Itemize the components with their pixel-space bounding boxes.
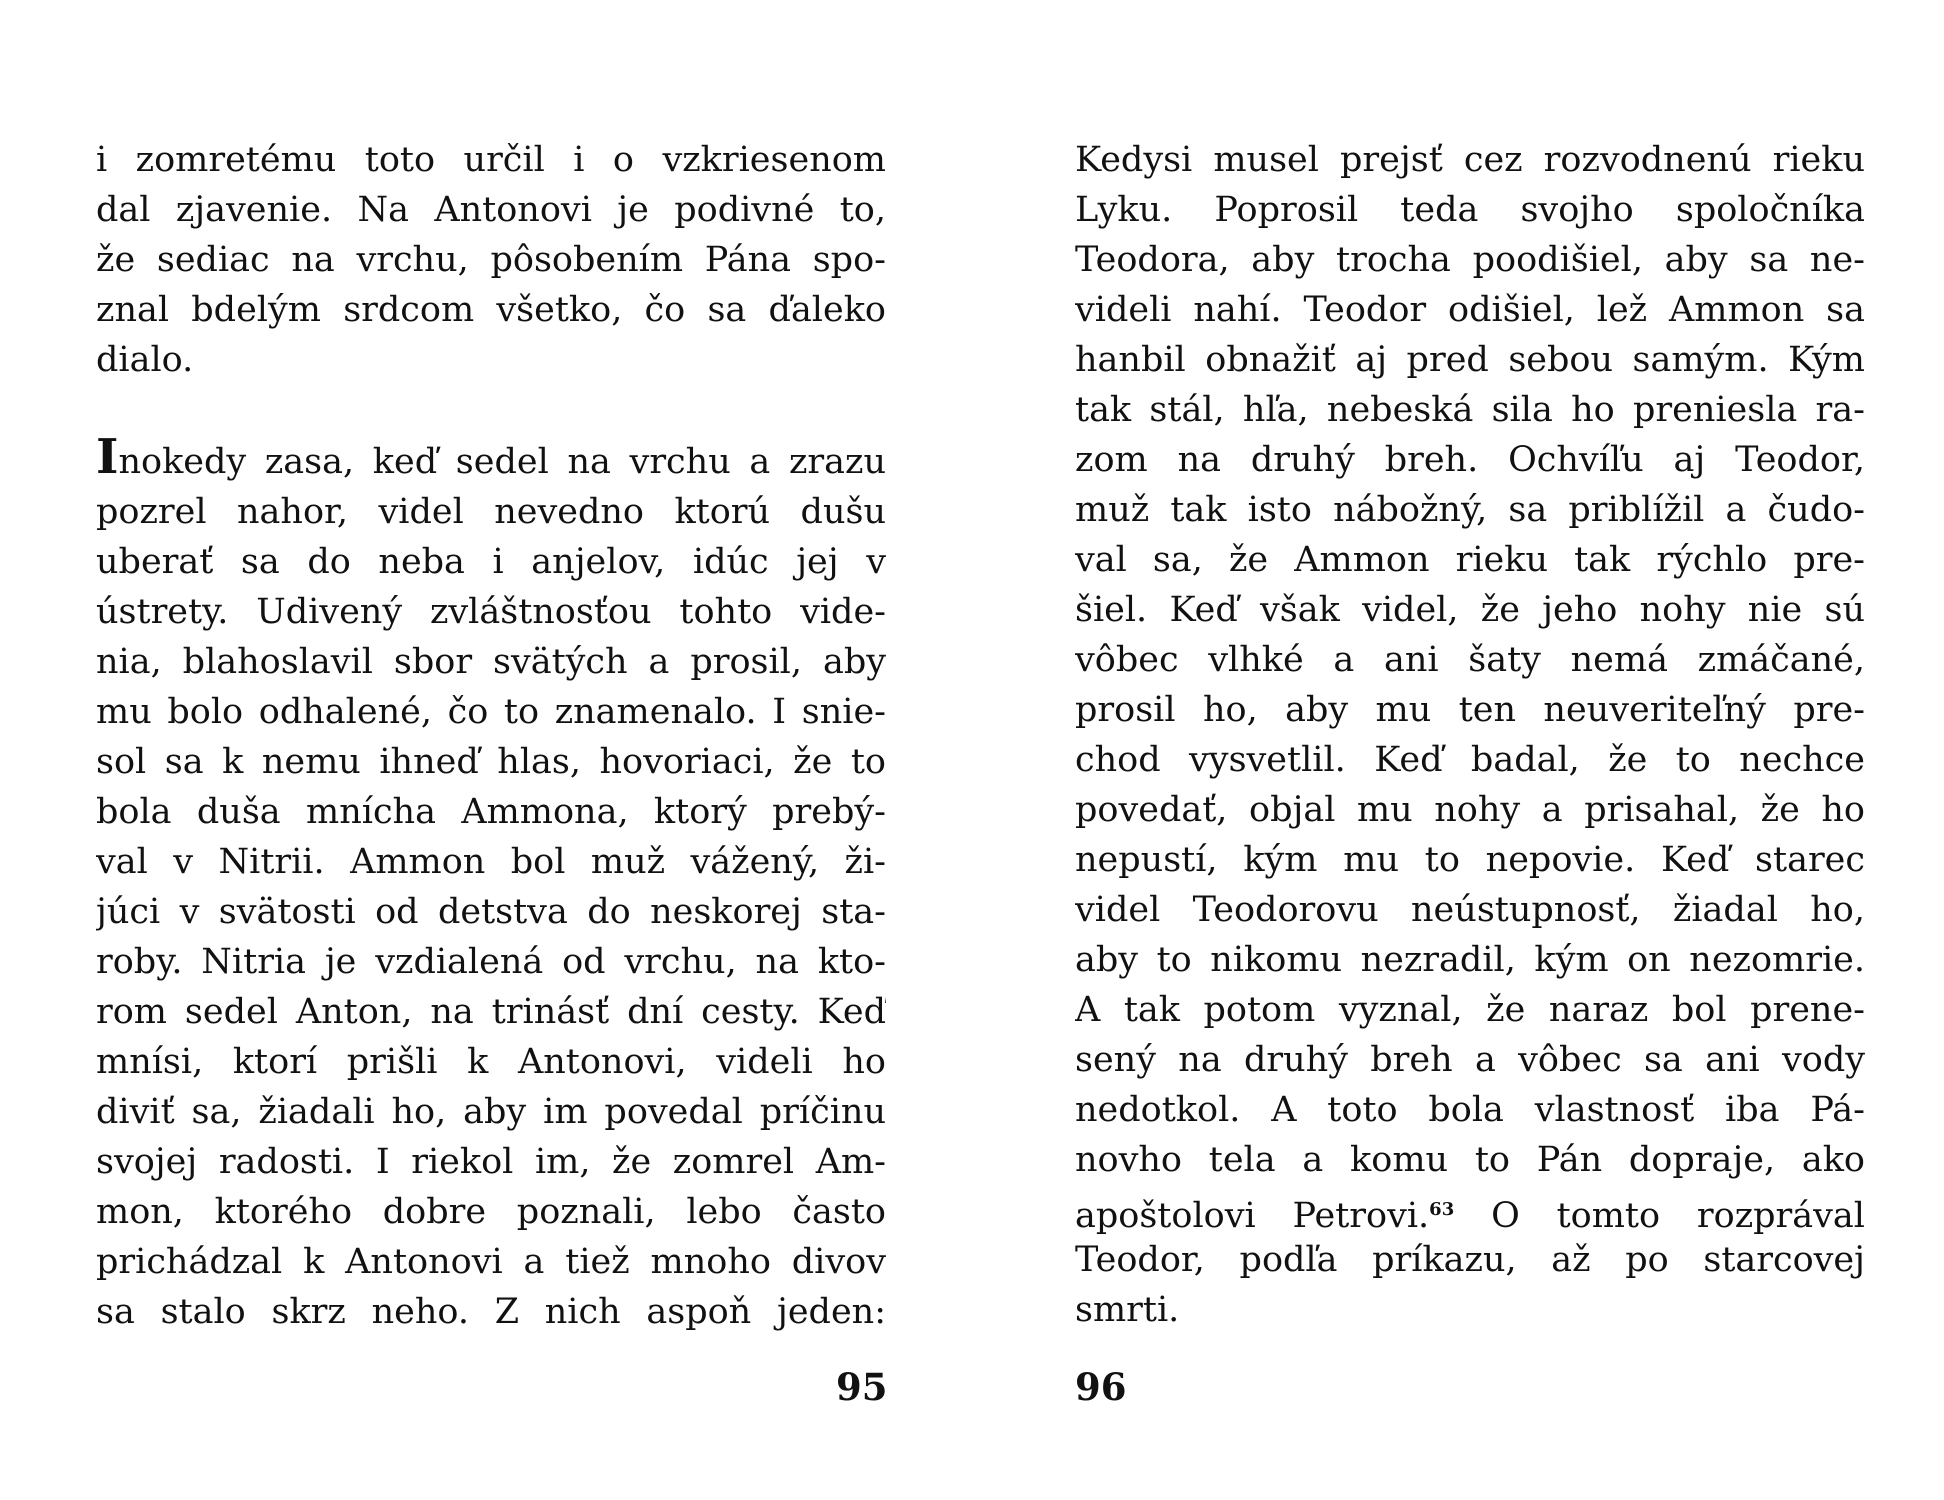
page-number-right: 96 (1075, 1365, 1127, 1409)
first-line-text: nokedy zasa, keď sedel na vrchu a zrazu (118, 442, 886, 482)
paragraph-2 (96, 437, 886, 1337)
paragraph-1 (96, 135, 886, 385)
text-line: Lyku. Poprosil teda svojho spoločníka (1075, 190, 1865, 230)
text-line: i zomretému toto určil i o vzkriesenom (96, 140, 886, 180)
text-line: znal bdelým srdcom všetko, čo sa ďaleko (96, 290, 886, 330)
text-line: zom na druhý breh. Ochvíľu aj Teodor, (1075, 440, 1865, 480)
text-line: sol sa k nemu ihneď hlas, hovoriaci, že to (96, 742, 886, 782)
text-line: mu bolo odhalené, čo to znamenalo. I snie- (96, 692, 886, 732)
text-line: rom sedel Anton, na trinásť dní cesty. Keď (96, 992, 886, 1032)
text-line: nepustí, kým mu to nepovie. Keď starec (1075, 840, 1865, 880)
text-line: pozrel nahor, videl nevedno ktorú dušu (96, 492, 886, 532)
text-line-first (96, 437, 886, 487)
text-line: sa stalo skrz neho. Z nich aspoň jeden: (96, 1292, 886, 1332)
text-line: povedať, objal mu nohy a prisahal, že ho (1075, 790, 1865, 830)
text-line: mon, ktorého dobre poznali, lebo často (96, 1192, 886, 1232)
text-line: bola duša mnícha Ammona, ktorý prebý- (96, 792, 886, 832)
text-line: sený na druhý breh a vôbec sa ani vody (1075, 1040, 1865, 1080)
text-line: ústrety. Udivený zvláštnosťou tohto vide- (96, 592, 886, 632)
text-line: roby. Nitria je vzdialená od vrchu, na kto- (96, 942, 886, 982)
line-text-before-footnote: apoštolovi Petrovi. (1075, 1196, 1430, 1235)
text-line: chod vysvetlil. Keď badal, že to nechce (1075, 740, 1865, 780)
text-line: mnísi, ktorí prišli k Antonovi, videli ho (96, 1042, 886, 1082)
text-line-footnote (1075, 1185, 1865, 1235)
text-line: svojej radosti. I riekol im, že zomrel Am- (96, 1142, 886, 1182)
footnote-reference[interactable]: 63 (1429, 1199, 1455, 1220)
text-line: diviť sa, žiadali ho, aby im povedal príčinu (96, 1092, 886, 1132)
text-line: že sediac na vrchu, pôsobením Pána spo- (96, 240, 886, 280)
text-line: vôbec vlhké a ani šaty nemá zmáčané, (1075, 640, 1865, 680)
text-line: Teodora, aby trocha poodišiel, aby sa ne- (1075, 240, 1865, 280)
text-line: júci v svätosti od detstva do neskorej sta- (96, 892, 886, 932)
text-line: Kedysi musel prejsť cez rozvodnenú rieku (1075, 140, 1865, 180)
text-line: prosil ho, aby mu ten neuveriteľný pre- (1075, 690, 1865, 730)
text-line: šiel. Keď však videl, že jeho nohy nie sú (1075, 590, 1865, 630)
text-line: nia, blahoslavil sbor svätých a prosil, aby (96, 642, 886, 682)
page-number-left: 95 (836, 1365, 888, 1409)
paragraph-gap (96, 385, 886, 437)
drop-cap: I (96, 437, 119, 485)
text-line: videli nahí. Teodor odišiel, lež Ammon sa (1075, 290, 1865, 330)
text-line: A tak potom vyznal, že naraz bol prene- (1075, 990, 1865, 1030)
text-line: val v Nitrii. Ammon bol muž vážený, ži- (96, 842, 886, 882)
text-line: novho tela a komu to Pán dopraje, ako (1075, 1140, 1865, 1180)
text-line: aby to nikomu nezradil, kým on nezomrie. (1075, 940, 1865, 980)
text-line: tak stál, hľa, nebeská sila ho preniesla ra- (1075, 390, 1865, 430)
text-line: Teodor, podľa príkazu, až po starcovej (1075, 1240, 1865, 1280)
text-line: hanbil obnažiť aj pred sebou samým. Kým (1075, 340, 1865, 380)
left-page (96, 135, 886, 1337)
right-page (1075, 135, 1865, 1335)
text-line: prichádzal k Antonovi a tiež mnoho divov (96, 1242, 886, 1282)
text-line: nedotkol. A toto bola vlastnosť iba Pá- (1075, 1090, 1865, 1130)
text-line: val sa, že Ammon rieku tak rýchlo pre- (1075, 540, 1865, 580)
text-line: dialo. (96, 340, 194, 380)
line-text-after-footnote: O tomto rozprával (1454, 1196, 1865, 1235)
text-line: muž tak isto nábožný, sa priblížil a čudo- (1075, 490, 1865, 530)
text-line: videl Teodorovu neústupnosť, žiadal ho, (1075, 890, 1865, 930)
text-line: dal zjavenie. Na Antonovi je podivné to, (96, 190, 886, 230)
text-line: uberať sa do neba i anjelov, idúc jej v (96, 542, 886, 582)
text-line: smrti. (1075, 1290, 1180, 1330)
